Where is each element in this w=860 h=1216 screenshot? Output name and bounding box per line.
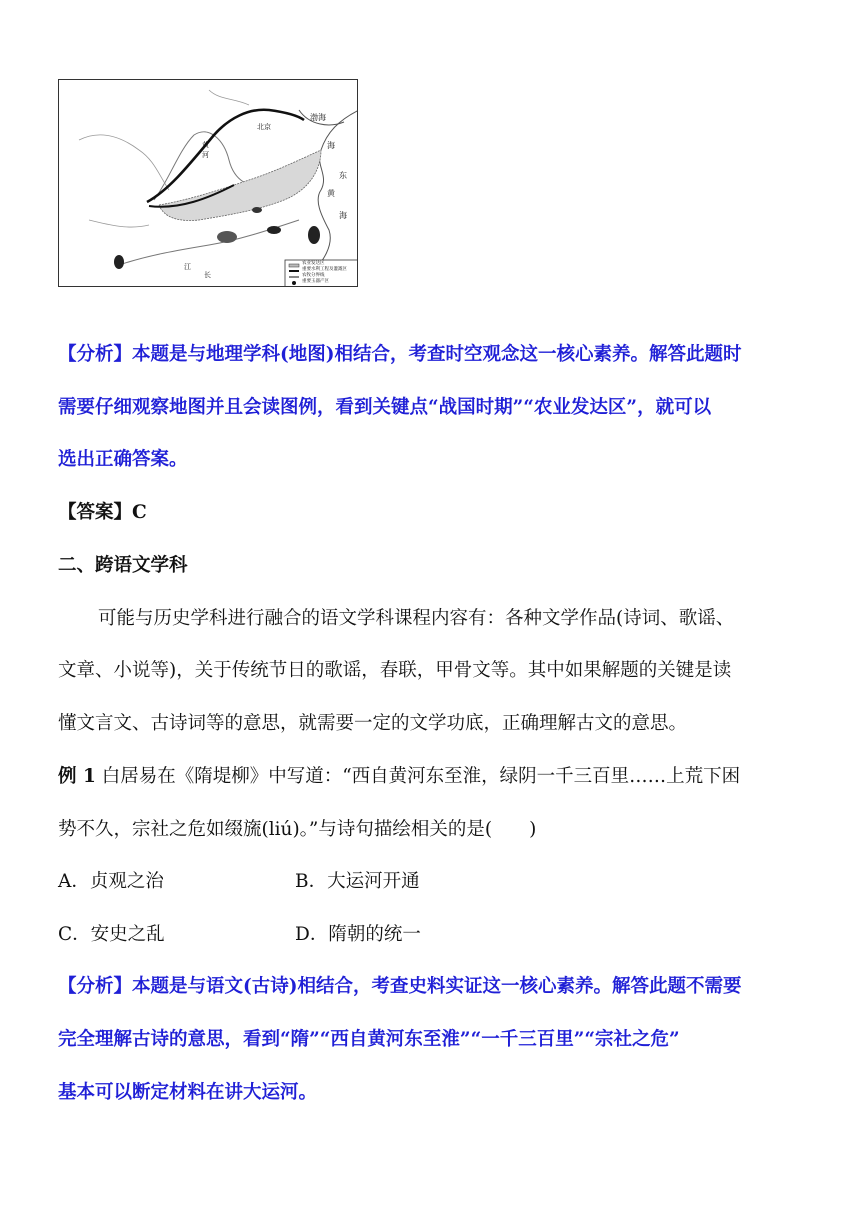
map-label-chang: 长 xyxy=(204,271,211,279)
historical-map xyxy=(58,79,358,287)
option-c: C．安史之乱 xyxy=(58,924,165,945)
option-b: B．大运河开通 xyxy=(295,871,420,892)
map-label-he: 河 xyxy=(202,151,209,159)
intro-line-3: 懂文言文、古诗词等的意思，就需要一定的文学功底，正确理解古文的意思。 xyxy=(58,713,688,734)
map-label-jiang: 江 xyxy=(184,263,191,271)
option-a: A．贞观之治 xyxy=(58,871,164,892)
legend-item: 重要玉器产区 xyxy=(302,279,329,284)
map-label-bohai: 渤海 xyxy=(310,113,326,122)
map-label-huang-he: 黄 xyxy=(202,141,209,149)
section-title: 二、跨语文学科 xyxy=(58,555,188,576)
legend-item: 重要水利工程及灌溉区 xyxy=(302,267,347,272)
map-label-hai2: 海 xyxy=(339,211,347,220)
example-label: 例 1 xyxy=(58,766,96,787)
analysis1-line-2: 需要仔细观察地图并且会读图例，看到关键点“战国时期”“农业发达区”，就可以 xyxy=(58,397,712,418)
intro-line-1: 可能与历史学科进行融合的语文学科课程内容有：各种文学作品(诗词、歌谣、 xyxy=(98,608,735,629)
legend-item: 农牧分界线 xyxy=(302,273,325,278)
map-label-hai1: 海 xyxy=(327,141,335,150)
analysis2-line-2: 完全理解古诗的意思，看到“隋”“西自黄河东至淮”“一千三百里”“宗社之危” xyxy=(58,1029,680,1050)
analysis1-line-1: 【分析】本题是与地理学科(地图)相结合，考查时空观念这一核心素养。解答此题时 xyxy=(58,344,742,365)
analysis2-line-1: 【分析】本题是与语文(古诗)相结合，考查史料实证这一核心素养。解答此题不需要 xyxy=(58,976,742,997)
map-label-beijing: 北京 xyxy=(257,123,271,131)
analysis1-line-3: 选出正确答案。 xyxy=(58,449,188,470)
answer: 【答案】C xyxy=(58,502,147,523)
example1-line-1 xyxy=(58,762,740,788)
legend-item: 农业发达区 xyxy=(302,261,325,266)
map-legend xyxy=(302,261,347,285)
example1-line-2: 势不久，宗社之危如缀旒(liú)。”与诗句描绘相关的是( ) xyxy=(58,819,537,840)
map-label-huang: 黄 xyxy=(327,189,335,198)
map-label-dong: 东 xyxy=(339,171,347,180)
example-text: 白居易在《隋堤柳》中写道：“西自黄河东至淮，绿阴一千三百里……上荒下困 xyxy=(101,766,741,787)
analysis2-line-3: 基本可以断定材料在讲大运河。 xyxy=(58,1082,318,1103)
option-d: D．隋朝的统一 xyxy=(295,924,421,945)
intro-line-2: 文章、小说等)，关于传统节日的歌谣，春联，甲骨文等。其中如果解题的关键是读 xyxy=(58,660,732,681)
